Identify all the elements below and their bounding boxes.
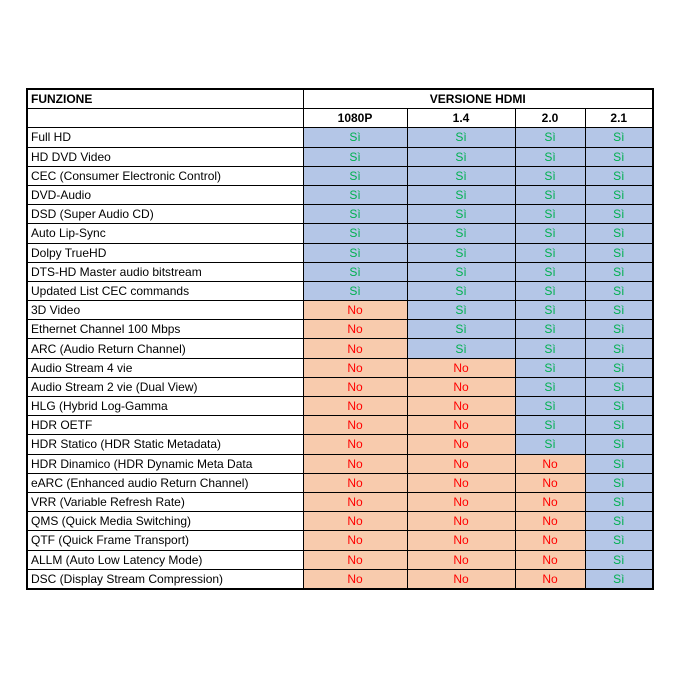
feature-name-cell: Auto Lip-Sync — [27, 224, 303, 243]
table-row — [27, 473, 653, 492]
table-row — [27, 262, 653, 281]
header-versione-hdmi: VERSIONE HDMI — [303, 89, 653, 109]
header-row-top — [27, 89, 653, 109]
table-row — [27, 128, 653, 147]
support-value-cell: Sì — [515, 377, 585, 396]
feature-name-cell: DSC (Display Stream Compression) — [27, 569, 303, 589]
support-value-cell: No — [303, 397, 407, 416]
support-value-cell: Sì — [303, 166, 407, 185]
feature-name-cell: QTF (Quick Frame Transport) — [27, 531, 303, 550]
support-value-cell: No — [303, 512, 407, 531]
support-value-cell: No — [303, 435, 407, 454]
support-value-cell: Sì — [585, 224, 653, 243]
table-row — [27, 301, 653, 320]
support-value-cell: No — [303, 569, 407, 589]
support-value-cell: Sì — [585, 512, 653, 531]
feature-name-cell: Full HD — [27, 128, 303, 147]
support-value-cell: No — [515, 473, 585, 492]
support-value-cell: No — [515, 492, 585, 511]
support-value-cell: Sì — [585, 492, 653, 511]
table-row — [27, 339, 653, 358]
support-value-cell: Sì — [585, 339, 653, 358]
feature-name-cell: DSD (Super Audio CD) — [27, 205, 303, 224]
support-value-cell: Sì — [407, 281, 515, 300]
support-value-cell: Sì — [585, 377, 653, 396]
table-body — [27, 128, 653, 589]
support-value-cell: No — [407, 531, 515, 550]
feature-name-cell: Updated List CEC commands — [27, 281, 303, 300]
feature-name-cell: Ethernet Channel 100 Mbps — [27, 320, 303, 339]
table-row — [27, 243, 653, 262]
table-row — [27, 435, 653, 454]
support-value-cell: Sì — [515, 339, 585, 358]
support-value-cell: Sì — [515, 243, 585, 262]
support-value-cell: Sì — [585, 550, 653, 569]
support-value-cell: No — [407, 435, 515, 454]
support-value-cell: Sì — [585, 473, 653, 492]
support-value-cell: No — [407, 454, 515, 473]
feature-name-cell: eARC (Enhanced audio Return Channel) — [27, 473, 303, 492]
table-row — [27, 512, 653, 531]
support-value-cell: Sì — [407, 339, 515, 358]
support-value-cell: Sì — [303, 281, 407, 300]
support-value-cell: Sì — [407, 243, 515, 262]
support-value-cell: No — [303, 301, 407, 320]
support-value-cell: No — [407, 397, 515, 416]
table-row — [27, 531, 653, 550]
support-value-cell: Sì — [407, 301, 515, 320]
support-value-cell: Sì — [515, 435, 585, 454]
support-value-cell: Sì — [585, 531, 653, 550]
support-value-cell: Sì — [407, 185, 515, 204]
support-value-cell: Sì — [407, 320, 515, 339]
support-value-cell: Sì — [407, 166, 515, 185]
support-value-cell: No — [407, 512, 515, 531]
support-value-cell: No — [515, 531, 585, 550]
support-value-cell: No — [303, 454, 407, 473]
support-value-cell: No — [303, 531, 407, 550]
table-row — [27, 550, 653, 569]
table-row — [27, 281, 653, 300]
support-value-cell: Sì — [515, 397, 585, 416]
support-value-cell: No — [515, 454, 585, 473]
support-value-cell: No — [515, 569, 585, 589]
feature-name-cell: ALLM (Auto Low Latency Mode) — [27, 550, 303, 569]
support-value-cell: Sì — [585, 397, 653, 416]
support-value-cell: Sì — [407, 262, 515, 281]
table-header — [27, 89, 653, 128]
support-value-cell: No — [407, 569, 515, 589]
support-value-cell: Sì — [515, 281, 585, 300]
feature-name-cell: HD DVD Video — [27, 147, 303, 166]
support-value-cell: Sì — [585, 416, 653, 435]
feature-name-cell: ARC (Audio Return Channel) — [27, 339, 303, 358]
feature-name-cell: Dolpy TrueHD — [27, 243, 303, 262]
support-value-cell: Sì — [407, 205, 515, 224]
table-row — [27, 185, 653, 204]
table-row — [27, 205, 653, 224]
support-value-cell: No — [303, 377, 407, 396]
support-value-cell: Sì — [515, 301, 585, 320]
support-value-cell: Sì — [585, 435, 653, 454]
feature-name-cell: HDR OETF — [27, 416, 303, 435]
support-value-cell: No — [515, 550, 585, 569]
feature-name-cell: HDR Dinamico (HDR Dynamic Meta Data — [27, 454, 303, 473]
feature-name-cell: DVD-Audio — [27, 185, 303, 204]
support-value-cell: Sì — [303, 262, 407, 281]
support-value-cell: Sì — [303, 243, 407, 262]
support-value-cell: Sì — [585, 358, 653, 377]
table-row — [27, 569, 653, 589]
support-value-cell: No — [303, 550, 407, 569]
support-value-cell: Sì — [515, 320, 585, 339]
support-value-cell: No — [407, 358, 515, 377]
table-row — [27, 147, 653, 166]
support-value-cell: Sì — [303, 224, 407, 243]
support-value-cell: Sì — [515, 147, 585, 166]
support-value-cell: No — [407, 377, 515, 396]
support-value-cell: No — [303, 416, 407, 435]
support-value-cell: Sì — [585, 243, 653, 262]
feature-name-cell: VRR (Variable Refresh Rate) — [27, 492, 303, 511]
support-value-cell: Sì — [515, 128, 585, 147]
feature-name-cell: HDR Statico (HDR Static Metadata) — [27, 435, 303, 454]
feature-name-cell: QMS (Quick Media Switching) — [27, 512, 303, 531]
support-value-cell: Sì — [515, 416, 585, 435]
support-value-cell: Sì — [303, 185, 407, 204]
support-value-cell: Sì — [515, 205, 585, 224]
header-funzione: FUNZIONE — [27, 89, 303, 109]
support-value-cell: No — [303, 320, 407, 339]
feature-name-cell: CEC (Consumer Electronic Control) — [27, 166, 303, 185]
support-value-cell: Sì — [585, 262, 653, 281]
feature-name-cell: Audio Stream 2 vie (Dual View) — [27, 377, 303, 396]
feature-name-cell: DTS-HD Master audio bitstream — [27, 262, 303, 281]
table-row — [27, 358, 653, 377]
support-value-cell: Sì — [585, 128, 653, 147]
feature-name-cell: Audio Stream 4 vie — [27, 358, 303, 377]
support-value-cell: Sì — [515, 262, 585, 281]
header-row-versions — [27, 109, 653, 128]
support-value-cell: No — [407, 492, 515, 511]
table-row — [27, 224, 653, 243]
header-version-1-4: 1.4 — [407, 109, 515, 128]
table-row — [27, 416, 653, 435]
support-value-cell: Sì — [585, 320, 653, 339]
support-value-cell: Sì — [303, 205, 407, 224]
support-value-cell: Sì — [585, 147, 653, 166]
support-value-cell: Sì — [303, 128, 407, 147]
table-row — [27, 492, 653, 511]
header-version-1080p: 1080P — [303, 109, 407, 128]
table-row — [27, 377, 653, 396]
support-value-cell: No — [303, 339, 407, 358]
support-value-cell: No — [303, 492, 407, 511]
support-value-cell: No — [407, 473, 515, 492]
support-value-cell: No — [407, 550, 515, 569]
header-blank-cell — [27, 109, 303, 128]
support-value-cell: Sì — [585, 205, 653, 224]
support-value-cell: Sì — [585, 569, 653, 589]
feature-name-cell: HLG (Hybrid Log-Gamma — [27, 397, 303, 416]
support-value-cell: Sì — [515, 358, 585, 377]
table-row — [27, 320, 653, 339]
support-value-cell: Sì — [585, 301, 653, 320]
support-value-cell: Sì — [585, 454, 653, 473]
support-value-cell: No — [303, 358, 407, 377]
support-value-cell: Sì — [515, 185, 585, 204]
support-value-cell: Sì — [407, 128, 515, 147]
feature-name-cell: 3D Video — [27, 301, 303, 320]
table-row — [27, 454, 653, 473]
support-value-cell: Sì — [407, 147, 515, 166]
header-version-2-1: 2.1 — [585, 109, 653, 128]
support-value-cell: Sì — [515, 224, 585, 243]
support-value-cell: No — [303, 473, 407, 492]
feature-table — [26, 88, 654, 590]
support-value-cell: Sì — [585, 185, 653, 204]
support-value-cell: Sì — [303, 147, 407, 166]
support-value-cell: No — [515, 512, 585, 531]
support-value-cell: Sì — [585, 166, 653, 185]
support-value-cell: Sì — [407, 224, 515, 243]
support-value-cell: Sì — [585, 281, 653, 300]
hdmi-comparison-table — [26, 88, 652, 590]
table-row — [27, 397, 653, 416]
table-row — [27, 166, 653, 185]
support-value-cell: No — [407, 416, 515, 435]
header-version-2-0: 2.0 — [515, 109, 585, 128]
support-value-cell: Sì — [515, 166, 585, 185]
